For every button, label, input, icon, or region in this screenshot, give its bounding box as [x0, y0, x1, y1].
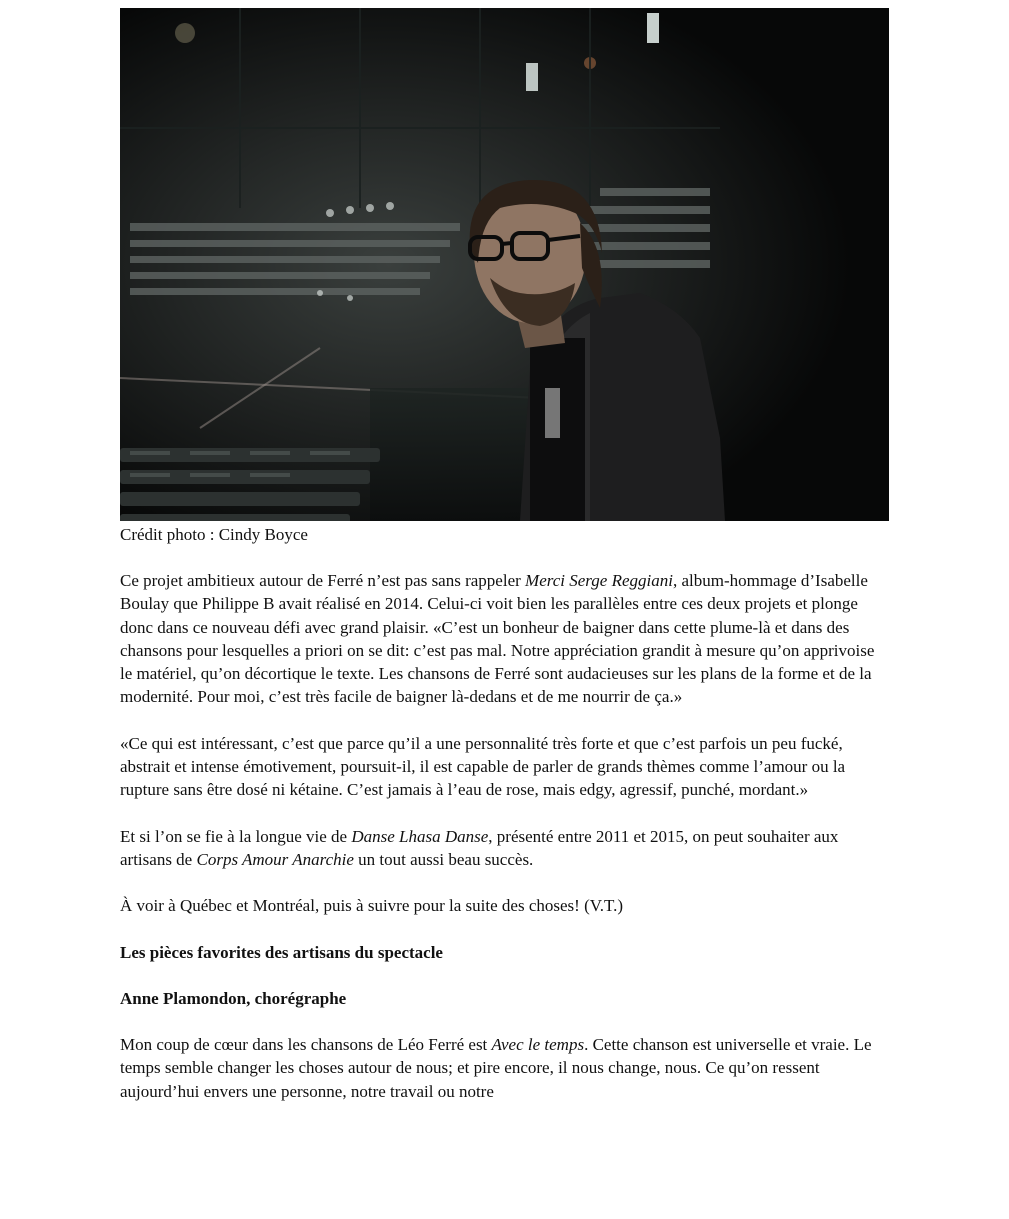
document-page	[120, 8, 890, 1103]
song-title: Avec le temps	[491, 1035, 585, 1055]
album-title: Merci Serge Reggiani	[525, 571, 673, 590]
theatre-portrait-photo	[120, 8, 889, 521]
show-title-2: Corps Amour Anarchie	[196, 849, 354, 869]
show-title-1: Danse Lhasa Danse	[351, 826, 489, 846]
article-paragraph-5: Mon coup de cœur dans les chansons de Léo Ferré est Avec le temps. Cette chanson est universelle et vraie. Le temps semble changer les choses autour de nous; et pire encore, il nous change, nous. Ce qu’on ressent aujourd’hui envers une personne, notre travail ou notre	[120, 1035, 872, 1101]
photo-credit: Crédit photo : Cindy Boyce	[120, 525, 308, 544]
article-paragraph-3: Et si l’on se fie à la longue vie de Danse Lhasa Danse, présenté entre 2011 et 2015, on peut souhaiter aux artisans de Corps Amour Anarchie un tout aussi beau succès.	[120, 826, 839, 869]
article-paragraph-1: Ce projet ambitieux autour de Ferré n’est pas sans rappeler Merci Serge Reggiani, album-hommage d’Isabelle Boulay que Philippe B avait réalisé en 2014. Celui-ci voit bien les parallèles entre ces deux projets et plonge donc dans ce nouveau défi avec grand plaisir. «C’est un bonheur de baigner dans cette plume-là et dans des chansons pour lesquelles a priori on se dit: c’est pas mal. Notre appréciation grandit à mesure qu’on apprivoise le matériel, qu’on décortique le texte. Les chansons de Ferré sont audacieuses sur les plans de la forme et de la modernité. Pour moi, c’est très facile de baigner là-dedans et de me nourrir de ça.»	[120, 571, 875, 707]
article-paragraph-4: À voir à Québec et Montréal, puis à suivre pour la suite des choses! (V.T.)	[120, 896, 624, 916]
section-subheading: Anne Plamondon, chorégraphe	[120, 988, 347, 1008]
section-heading: Les pièces favorites des artisans du spectacle	[120, 942, 443, 962]
photo-illustration	[120, 8, 889, 521]
article-paragraph-2: «Ce qui est intéressant, c’est que parce qu’il a une personnalité très forte et que c’est parfois un peu fucké, abstrait et intense émotivement, poursuit-il, il est capable de parler de grands thèmes comme l’amour ou la rupture sans être dosé ni kétaine. C’est jamais à l’eau de rose, mais edgy, agressif, punché, mordant.»	[120, 733, 846, 800]
